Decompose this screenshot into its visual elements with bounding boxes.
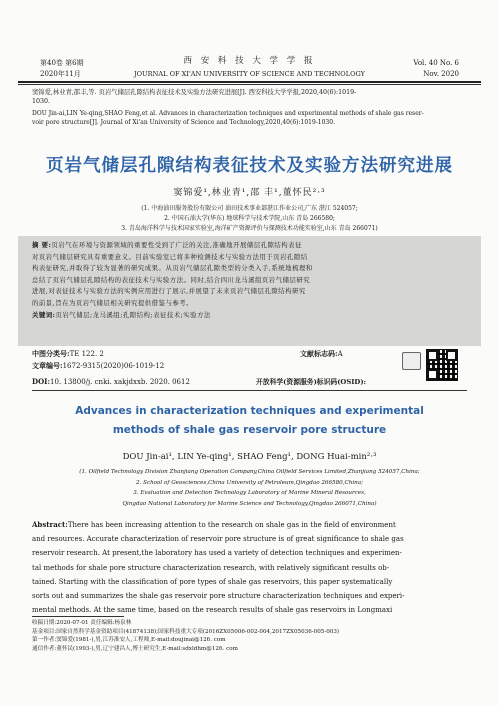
authors-en: DOU Jin-ai¹, LIN Ye-qing¹, SHAO Feng¹, DONG Huai-min²·³ [122,452,377,462]
clc-value: TE 122. 2 [69,350,104,358]
footnote-received: 收稿日期:2020-07-01 责任编辑:杨泉林 [32,620,132,626]
footnotes [32,619,339,653]
abstract-en-label: Abstract: [32,520,68,529]
date-cn: 2020年11月 [40,70,81,78]
affiliation-en-4: Qingdao National Laboratory for Marine Science and Technology,Qingdao 266071,China) [122,500,377,507]
journal-title-cn: 西 安 科 技 大 学 学 报 [183,56,316,66]
citation-en-line: voir pore structure[J]. Journal of Xi'an University of Science and Technology,2020,40(6):1019-1030. [32,119,335,126]
abstract-en [32,518,468,617]
osid-logo-icon [402,352,421,370]
doc-code-value: A [337,350,343,358]
abstract-cn-line: 页岩气在环境与资源领域的重要性受到了广泛的关注,准确地开展储层孔隙结构表征 [51,241,302,249]
affiliations-cn [0,204,499,234]
abstract-cn-line: 构表征研究,并取得了较为显著的研究成果。从页岩气储层孔隙类型的分类入手,系统地梳理和 [32,264,313,273]
abstract-cn [32,240,472,321]
footnote-corresponding-author: 通信作者:董怀民(1993-),男,辽宁建昌人,博士研究生,E-mail:sdxldhm@126. com [32,645,238,652]
paper-title-cn: 页岩气储层孔隙结构表征技术及实验方法研究进展 [46,156,453,176]
document-code [300,349,343,359]
citation-en [32,109,484,127]
abstract-cn-line: 总结了页岩气储层孔隙结构的表征技术与实验方法。同时,结合四川龙马溪组页岩气储层研究 [32,275,311,284]
doi-label: DOI: [32,377,51,386]
qr-finder [427,369,438,380]
clc-label: 中图分类号: [32,349,70,358]
abstract-en-line: reservoir research. At present,the laboratory has used a variety of detection techniques and experimen- [32,549,402,558]
doi [32,377,190,387]
keywords-label: 关键词: [32,310,56,319]
paper-title-en-line: methods of shale gas reservoir pore structure [112,424,387,436]
keywords-cn: 页岩气储层;龙马溪组;孔隙结构;表征技术;实验方法 [55,310,211,319]
abstract-en-line: sorts out and summarizes the shale gas reservoir pore structure characterization techniques and experi- [32,592,405,601]
osid-label: 开放科学(资源服务)标识码(OSID): [256,378,367,386]
footnote-rule [32,616,124,617]
affiliation-en-1: (1. Oilfield Technology Division Zhanjiang Operation Company,China Oilfield Services Limited,Zhanjiang 524057,China; [79,469,420,475]
doi-value: 10. 13800/j. cnki. xakjdxxb. 2020. 0612 [50,378,190,386]
abstract-cn-line: 的前景,旨在为页岩气储层相关研究提供借鉴与参考。 [32,298,194,307]
journal-title-en: JOURNAL OF XI'AN UNIVERSITY OF SCIENCE AND TECHNOLOGY [134,70,365,78]
clc-number [32,349,104,359]
citation-cn-line: 窦锦爱,林业青,邵丰,等. 页岩气储层孔隙结构表征技术及实验方法研究进展[J]. 西安科技大学学报,2020,40(6):1019- [32,89,357,96]
date-en: Nov. 2020 [423,70,459,78]
abstract-en-line: tained. Starting with the classification of pore types of shale gas reservoirs, this paper systematically [32,577,393,586]
abstract-en-line: mental methods. At the same time, based on the research results of shale gas reservoirs in Longmaxi [32,606,393,615]
paper-title-en-line: Advances in characterization techniques and experimental [75,405,424,417]
article-no-label: 文章编号: [32,361,63,370]
abstract-en-line: tal methods for shale pore structure characterization research, with relatively significant results ob- [32,563,390,572]
affiliation-cn-2: 2. 中国石油大学(华东) 地球科学与技术学院,山东 青岛 266580; [164,215,335,222]
footnote-first-author: 第一作者:窦锦爱(1981-),男,江苏淮安人,工程师,E-mail:doujinai@126. com [32,637,226,644]
header-rule [18,81,481,83]
abstract-cn-label: 摘 要: [32,241,52,249]
doc-code-label: 文献标志码: [300,349,338,358]
volume-issue-en: Vol. 40 No. 6 [413,59,459,67]
affiliation-cn-3: 3. 青岛海洋科学与技术国家实验室,海洋矿产资源评价与探测技术功能实验室,山东 青岛 266071) [121,225,378,232]
abstract-cn-line: 进展,对表征技术与实验方法的实例应用进行了展示,并展望了未来页岩气储层孔隙结构研究 [32,287,306,296]
article-number [32,361,164,371]
affiliation-cn-1: (1. 中海油田服务股份有限公司 油田技术事业部湛江作业公司,广东 湛江 524057; [141,205,358,212]
qr-finder [427,350,438,361]
affiliation-en-3: 3. Evaluation and Detection Technology Laboratory of Marine Mineral Resources, [133,490,366,496]
paper-title-en [0,402,499,440]
osid [256,377,366,387]
abstract-en-line: and resources. Accurate characterization of reservoir pore structure is of great significance to shale gas [32,535,404,544]
footnote-funding: 基金项目:国家自然科学基金资助项目(41874138);国家科技重大专项(2016ZX05006-002-004,2017ZX05036-005-003) [32,628,340,635]
qr-finder [446,350,457,361]
citation-en-line: DOU Jin-ai,LIN Ye-qing,SHAO Feng,et al. Advances in characterization techniques and experimental methods of shale gas reser- [32,110,424,117]
qr-code-icon[interactable] [426,349,458,381]
header-rule-thin [18,84,481,85]
abstract-en-line: There has been increasing attention to the research on shale gas in the field of environment [67,521,396,529]
article-no-value: 1672-9315(2020)06-1019-12 [62,362,165,370]
abstract-cn-line: 对页岩气储层研究具有重要意义。目前实验室已将多种检测技术与实验方法用于页岩孔隙结 [32,252,308,261]
citation-cn-line: 1030. [32,98,51,105]
authors-cn: 窦锦爱¹,林业青¹,邵 丰¹,董怀民²·³ [173,188,326,198]
citation-cn [32,88,482,106]
affiliation-en-2: 2. School of Geosciences,China University of Petroleum,Qingdao 266580,China; [136,479,363,486]
volume-issue-cn: 第40卷 第6期 [40,59,84,67]
meta-rule [32,390,467,391]
affiliations-en [0,467,499,509]
